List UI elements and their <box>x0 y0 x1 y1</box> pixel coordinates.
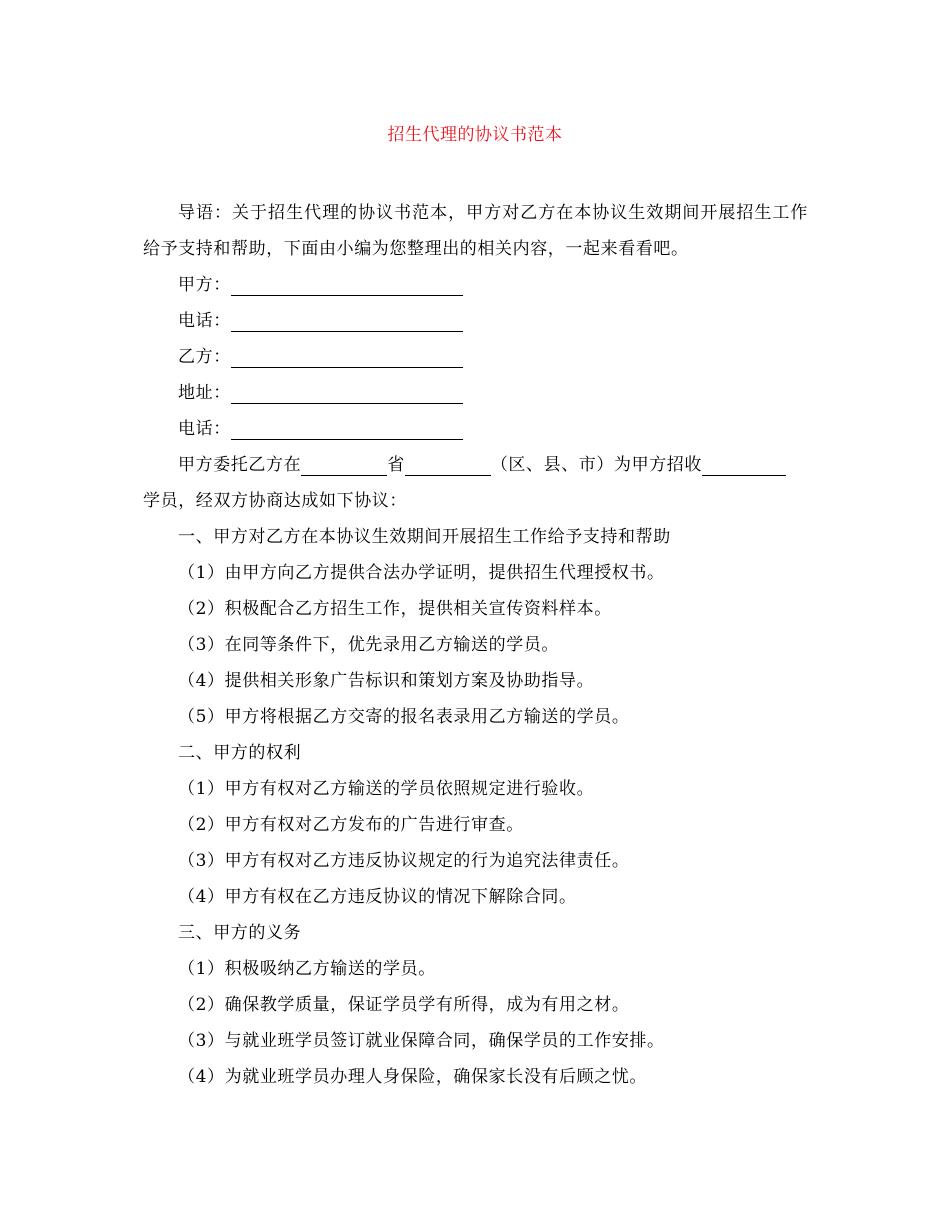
field-party-a <box>143 267 808 303</box>
field-label: 乙方： <box>178 347 231 367</box>
field-address <box>143 375 808 411</box>
list-item: （3）在同等条件下，优先录用乙方输送的学员。 <box>178 635 560 655</box>
list-item: （5）甲方将根据乙方交寄的报名表录用乙方输送的学员。 <box>178 707 630 727</box>
field-label: 甲方： <box>178 275 231 295</box>
intro-paragraph: 导语：关于招生代理的协议书范本，甲方对乙方在本协议生效期间开展招生工作给予支持和帮助，下面由小编为您整理出的相关内容，一起来看看吧。 <box>143 203 808 259</box>
list-item: （1）由甲方向乙方提供合法办学证明，提供招生代理授权书。 <box>178 563 665 583</box>
field-label: 电话： <box>178 419 231 439</box>
section-heading: 三、甲方的义务 <box>178 923 302 943</box>
field-party-b <box>143 339 808 375</box>
fill-blank <box>231 366 463 368</box>
field-label: 电话： <box>178 311 231 331</box>
field-phone-a <box>143 303 808 339</box>
fill-blank <box>301 474 387 476</box>
list-item: （2）积极配合乙方招生工作，提供相关宣传资料样本。 <box>178 599 612 619</box>
list-item: （3）与就业班学员签订就业保障合同，确保学员的工作安排。 <box>178 1031 665 1051</box>
fill-blank <box>231 438 463 440</box>
section-heading: 二、甲方的权利 <box>178 743 302 763</box>
list-item: （4）甲方有权在乙方违反协议的情况下解除合同。 <box>178 887 577 907</box>
list-item: （4）提供相关形象广告标识和策划方案及协助指导。 <box>178 671 595 691</box>
section-heading: 一、甲方对乙方在本协议生效期间开展招生工作给予支持和帮助 <box>178 527 671 547</box>
fill-blank <box>231 330 463 332</box>
list-item: （2）甲方有权对乙方发布的广告进行审查。 <box>178 815 524 835</box>
fill-blank <box>405 474 491 476</box>
document-title: 招生代理的协议书范本 <box>387 125 563 145</box>
list-item: （1）积极吸纳乙方输送的学员。 <box>178 959 436 979</box>
fill-blank <box>231 294 463 296</box>
list-item: （2）确保教学质量，保证学员学有所得，成为有用之材。 <box>178 995 630 1015</box>
entrust-line-continued: 学员，经双方协商达成如下协议： <box>143 491 407 511</box>
entrust-text: 甲方委托乙方在 <box>178 455 302 475</box>
entrust-text: 省 <box>387 455 405 475</box>
document-body <box>143 195 808 1095</box>
list-item: （4）为就业班学员办理人身保险，确保家长没有后顾之忧。 <box>178 1067 648 1087</box>
fill-blank <box>702 474 786 476</box>
list-item: （3）甲方有权对乙方违反协议规定的行为追究法律责任。 <box>178 851 630 871</box>
fill-blank <box>231 402 463 404</box>
field-label: 地址： <box>178 383 231 403</box>
entrust-line <box>143 447 808 483</box>
field-phone-b <box>143 411 808 447</box>
entrust-text: （区、县、市）为甲方招收 <box>490 455 703 475</box>
list-item: （1）甲方有权对乙方输送的学员依照规定进行验收。 <box>178 779 595 799</box>
